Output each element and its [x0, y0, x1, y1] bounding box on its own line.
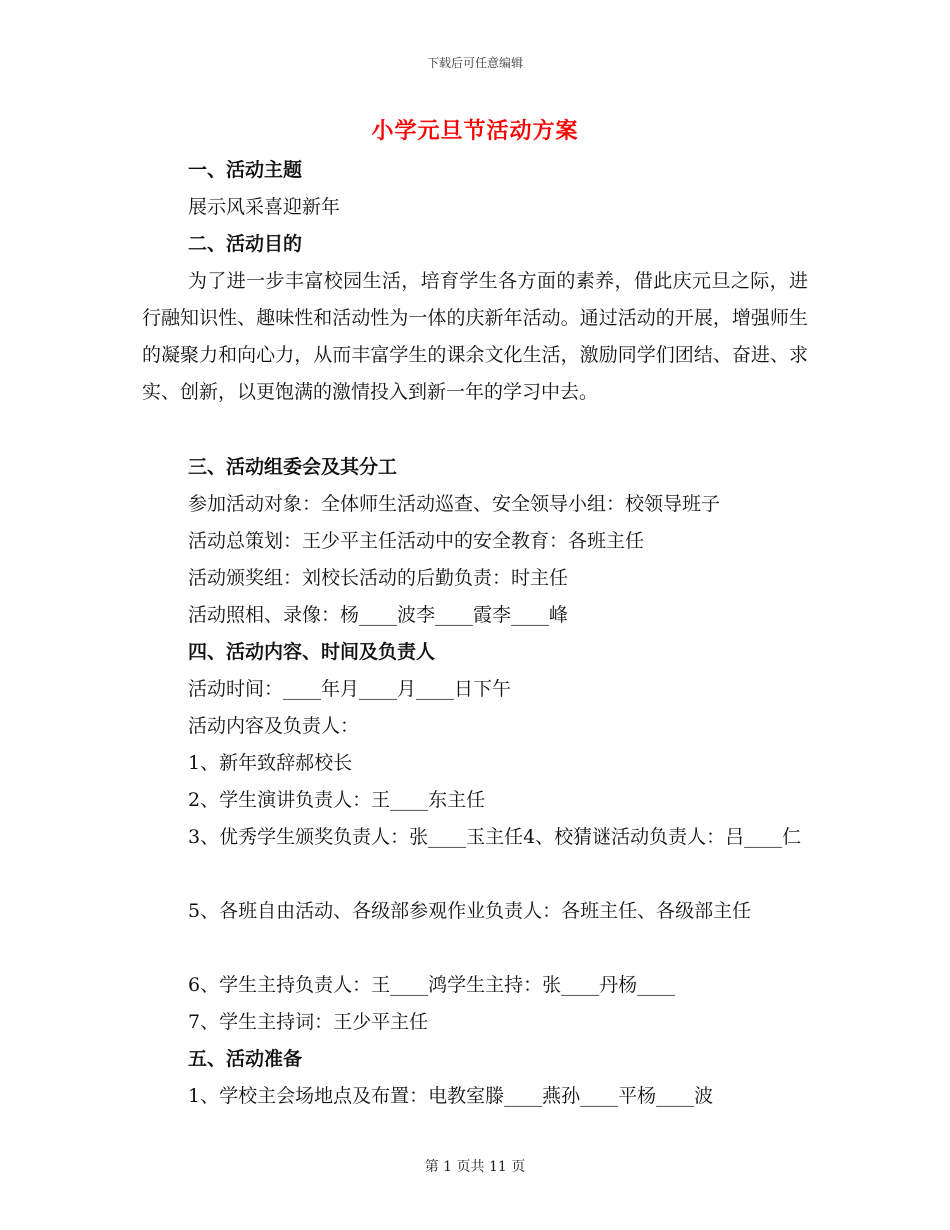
section-3-line: 参加活动对象：全体师生活动巡查、安全领导小组：校领导班子: [188, 493, 721, 515]
section-1-heading: 一、活动主题: [188, 159, 303, 181]
section-4-item: 7、学生主持词：王少平主任: [188, 1011, 429, 1033]
section-3-heading: 三、活动组委会及其分工: [188, 456, 398, 478]
section-2-heading: 二、活动目的: [188, 233, 303, 255]
header-note: 下载后可任意编辑: [426, 56, 523, 70]
section-4-item: 5、各班自由活动、各级部参观作业负责人：各班主任、各级部主任: [188, 900, 752, 922]
section-1-body: 展示风采喜迎新年: [188, 196, 341, 218]
section-5-heading: 五、活动准备: [188, 1048, 303, 1070]
section-4-heading: 四、活动内容、时间及负责人: [188, 641, 436, 663]
section-4-item: 1、新年致辞郝校长: [188, 752, 353, 774]
section-5-item: 1、学校主会场地点及布置：电教室滕____燕孙____平杨____波: [188, 1085, 714, 1107]
section-3-line: 活动照相、录像：杨____波李____霞李____峰: [188, 604, 569, 626]
section-4-time: 活动时间：____年月____月____日下午: [188, 678, 512, 700]
document-title: 小学元旦节活动方案: [371, 118, 579, 144]
section-4-item: 2、学生演讲负责人：王____东主任: [188, 789, 486, 811]
section-2-body: 为了进一步丰富校园生活，培育学生各方面的素养，借此庆元旦之际，进行融知识性、趣味性和活动性为一体的庆新年活动。通过活动的开展，增强师生的凝聚力和向心力，从而丰富学生的课余文化生活，激励同学们团结、奋进、求实、创新，以更饱满的激情投入到新一年的学习中去。: [142, 270, 808, 403]
section-4-item: 6、学生主持负责人：王____鸿学生主持：张____丹杨____: [188, 974, 676, 996]
section-3-line: 活动总策划：王少平主任活动中的安全教育：各班主任: [188, 530, 645, 552]
section-4-item: 3、优秀学生颁奖负责人：张____玉主任4、校猜谜活动负责人：吕____仁: [188, 826, 802, 848]
page-footer: 第 1 页共 11 页: [424, 1159, 526, 1175]
section-3-line: 活动颁奖组：刘校长活动的后勤负责：时主任: [188, 567, 569, 589]
section-4-intro: 活动内容及负责人：: [188, 715, 360, 737]
